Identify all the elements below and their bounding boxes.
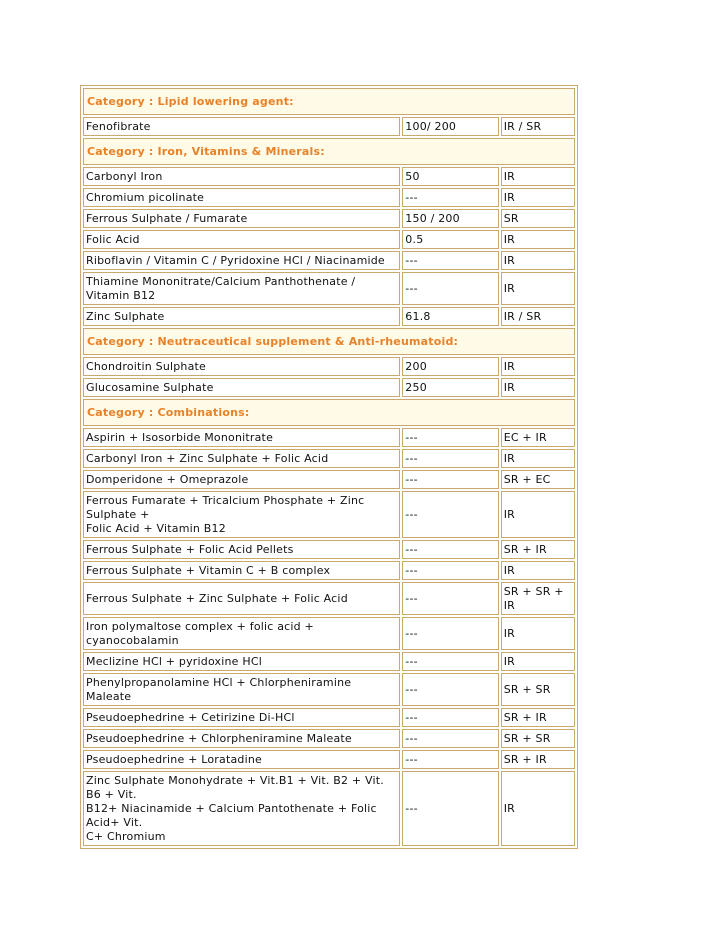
release-type-cell: IR [501, 272, 575, 305]
release-type-cell: IR [501, 188, 575, 207]
dose-cell: --- [402, 582, 498, 615]
release-type-cell: IR [501, 652, 575, 671]
release-type-cell: IR [501, 230, 575, 249]
table-row [83, 251, 575, 270]
product-name-cell: Meclizine HCl + pyridoxine HCl [83, 652, 400, 671]
table-row [83, 750, 575, 769]
release-type-cell: IR [501, 617, 575, 650]
table-row [83, 428, 575, 447]
category-row [83, 88, 575, 115]
product-name-cell: Glucosamine Sulphate [83, 378, 400, 397]
dose-cell: --- [402, 251, 498, 270]
product-name-cell: Ferrous Sulphate + Folic Acid Pellets [83, 540, 400, 559]
product-name-cell: Phenylpropanolamine HCl + Chlorpheniramine Maleate [83, 673, 400, 706]
product-name-cell: Iron polymaltose complex + folic acid + cyanocobalamin [83, 617, 400, 650]
release-type-cell: EC + IR [501, 428, 575, 447]
table-row [83, 771, 575, 846]
category-row [83, 138, 575, 165]
table-row [83, 582, 575, 615]
category-row [83, 328, 575, 355]
table-row [83, 470, 575, 489]
product-name-cell: Thiamine Mononitrate/Calcium Panthothenate / Vitamin B12 [83, 272, 400, 305]
release-type-cell: SR + IR [501, 750, 575, 769]
dose-cell: --- [402, 708, 498, 727]
product-name-cell: Aspirin + Isosorbide Mononitrate [83, 428, 400, 447]
release-type-cell: IR [501, 167, 575, 186]
table-row [83, 652, 575, 671]
table-row [83, 708, 575, 727]
release-type-cell: SR + IR [501, 708, 575, 727]
release-type-cell: IR [501, 378, 575, 397]
product-name-cell: Domperidone + Omeprazole [83, 470, 400, 489]
product-table [80, 85, 578, 849]
dose-cell: --- [402, 272, 498, 305]
dose-cell: --- [402, 617, 498, 650]
dose-cell: 150 / 200 [402, 209, 498, 228]
product-name-cell: Ferrous Sulphate / Fumarate [83, 209, 400, 228]
table-row [83, 491, 575, 538]
product-name-cell: Riboflavin / Vitamin C / Pyridoxine HCl / Niacinamide [83, 251, 400, 270]
dose-cell: --- [402, 428, 498, 447]
product-name-cell: Carbonyl Iron [83, 167, 400, 186]
category-heading: Category : Combinations: [83, 399, 575, 426]
dose-cell: --- [402, 540, 498, 559]
category-row [83, 399, 575, 426]
table-row [83, 357, 575, 376]
release-type-cell: IR / SR [501, 117, 575, 136]
product-name-cell: Carbonyl Iron + Zinc Sulphate + Folic Acid [83, 449, 400, 468]
table-row [83, 167, 575, 186]
product-name-cell: Ferrous Sulphate + Zinc Sulphate + Folic Acid [83, 582, 400, 615]
release-type-cell: SR [501, 209, 575, 228]
release-type-cell: SR + SR + IR [501, 582, 575, 615]
release-type-cell: SR + EC [501, 470, 575, 489]
product-name-cell: Ferrous Sulphate + Vitamin C + B complex [83, 561, 400, 580]
table-row [83, 307, 575, 326]
dose-cell: --- [402, 491, 498, 538]
dose-cell: --- [402, 652, 498, 671]
table-row [83, 729, 575, 748]
table-row [83, 272, 575, 305]
dose-cell: 50 [402, 167, 498, 186]
dose-cell: --- [402, 188, 498, 207]
dose-cell: --- [402, 449, 498, 468]
product-name-cell: Folic Acid [83, 230, 400, 249]
dose-cell: 250 [402, 378, 498, 397]
release-type-cell: IR [501, 561, 575, 580]
dose-cell: 100/ 200 [402, 117, 498, 136]
table-row [83, 117, 575, 136]
table-row [83, 209, 575, 228]
category-heading: Category : Lipid lowering agent: [83, 88, 575, 115]
dose-cell: --- [402, 771, 498, 846]
release-type-cell: IR [501, 771, 575, 846]
table-row [83, 673, 575, 706]
category-heading: Category : Neutraceutical supplement & Anti-rheumatoid: [83, 328, 575, 355]
product-name-cell: Pseudoephedrine + Loratadine [83, 750, 400, 769]
dose-cell: --- [402, 470, 498, 489]
product-name-cell: Pseudoephedrine + Chlorpheniramine Maleate [83, 729, 400, 748]
table-row [83, 188, 575, 207]
product-name-cell: Pseudoephedrine + Cetirizine Di-HCl [83, 708, 400, 727]
table-row [83, 561, 575, 580]
release-type-cell: IR [501, 251, 575, 270]
release-type-cell: IR / SR [501, 307, 575, 326]
release-type-cell: SR + SR [501, 673, 575, 706]
release-type-cell: IR [501, 449, 575, 468]
product-name-cell: Fenofibrate [83, 117, 400, 136]
table-row [83, 230, 575, 249]
product-name-cell: Chondroitin Sulphate [83, 357, 400, 376]
dose-cell: 0.5 [402, 230, 498, 249]
dose-cell: --- [402, 750, 498, 769]
dose-cell: --- [402, 561, 498, 580]
product-name-cell: Ferrous Fumarate + Tricalcium Phosphate + Zinc Sulphate + Folic Acid + Vitamin B12 [83, 491, 400, 538]
dose-cell: 61.8 [402, 307, 498, 326]
product-name-cell: Chromium picolinate [83, 188, 400, 207]
dose-cell: --- [402, 673, 498, 706]
product-name-cell: Zinc Sulphate Monohydrate + Vit.B1 + Vit. B2 + Vit. B6 + Vit. B12+ Niacinamide + Calcium Pantothenate + Folic Acid+ Vit. C+ Chromium [83, 771, 400, 846]
release-type-cell: IR [501, 491, 575, 538]
table-row [83, 540, 575, 559]
release-type-cell: SR + IR [501, 540, 575, 559]
category-heading: Category : Iron, Vitamins & Minerals: [83, 138, 575, 165]
dose-cell: 200 [402, 357, 498, 376]
table-row [83, 617, 575, 650]
dose-cell: --- [402, 729, 498, 748]
table-row [83, 449, 575, 468]
release-type-cell: IR [501, 357, 575, 376]
release-type-cell: SR + SR [501, 729, 575, 748]
table-row [83, 378, 575, 397]
product-name-cell: Zinc Sulphate [83, 307, 400, 326]
